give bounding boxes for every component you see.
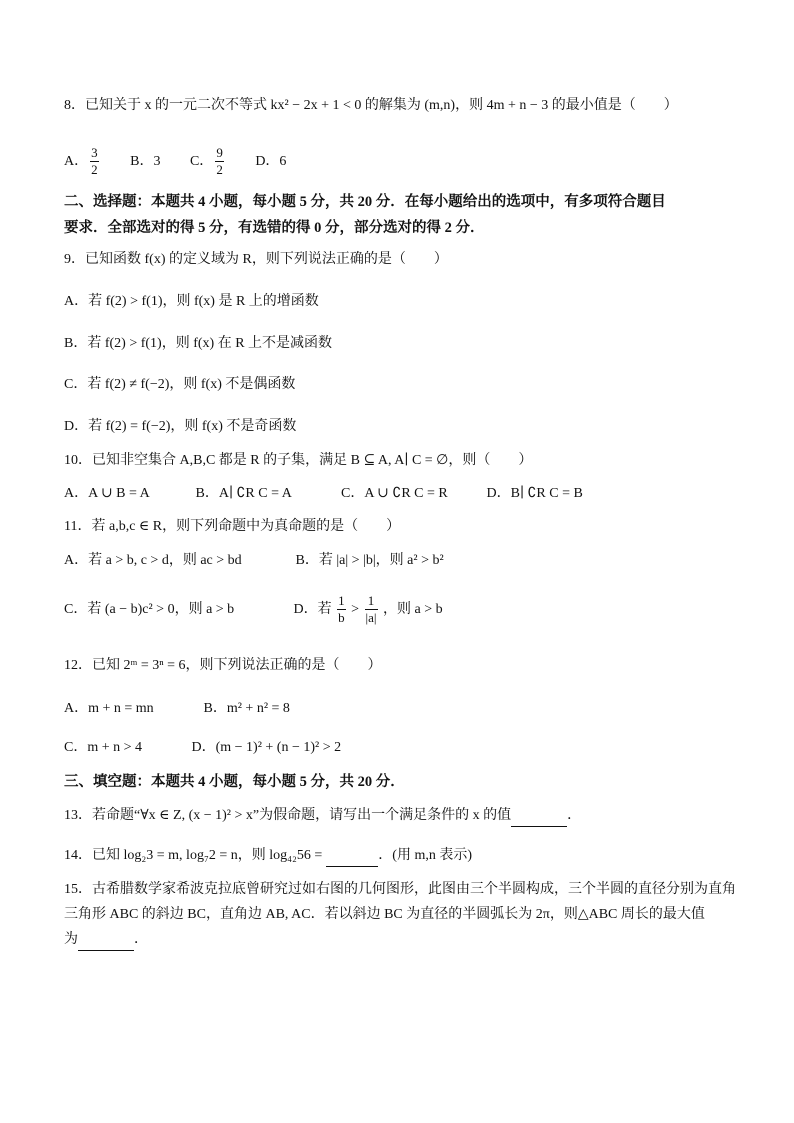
section2-heading-line1: 二、选择题：本题共 4 小题，每小题 5 分，共 20 分．在每小题给出的选项中，有多项符合题目: [64, 194, 666, 210]
section3-heading: 三、填空题：本题共 4 小题，每小题 5 分，共 20 分．: [64, 774, 405, 790]
q14: 14．已知 log₂3 = m, log₇2 = n，则 log₄₂56 = ．(用 m,n 表示): [64, 846, 472, 867]
fraction: $\frac{1}{|a|}$: [365, 593, 377, 626]
q9-option-b: B．若 f(2) > f(1)，则 f(x) 在 R 上不是减函数: [64, 336, 333, 351]
q11-options-cd: [64, 590, 443, 632]
answer-blank[interactable]: [326, 846, 378, 867]
q12-option-d: D．(m − 1)² + (n − 1)² > 2: [191, 740, 342, 755]
q8-options: [64, 142, 286, 182]
fraction: $\frac{3}{2}$: [91, 145, 98, 178]
q10-option-c: C．A ∪ ∁R C = R: [341, 486, 448, 501]
q10-options: [64, 484, 583, 504]
q9-option-d: D．若 f(2) = f(−2)，则 f(x) 不是奇函数: [64, 419, 297, 434]
section2-heading-line2: 要求．全部选对的得 5 分，有选错的得 0 分，部分选对的得 2 分．: [64, 220, 485, 236]
fraction: $\frac{1}{b}$: [338, 593, 345, 626]
q8-option-b: B．3: [130, 154, 161, 169]
q9-stem: 9．已知函数 f(x) 的定义域为 R，则下列说法正确的是（ ）: [64, 252, 448, 267]
q12-options-ab: [64, 699, 290, 719]
q9-option-a: A．若 f(2) > f(1)，则 f(x) 是 R 上的增函数: [64, 294, 319, 309]
q12-option-b: B．m² + n² = 8: [203, 701, 290, 716]
q8-option-c: C． $\frac{9}{2}$: [189, 145, 223, 178]
answer-blank[interactable]: [78, 930, 134, 951]
q15-line1: 15．古希腊数学家希波克拉底曾研究过如右图的几何图形，此图由三个半圆构成，三个半圆的直径分别为直角: [64, 882, 736, 897]
q8-stem: 8．已知关于 x 的一元二次不等式 kx² − 2x + 1 < 0 的解集为 (m,n)，则 4m + n − 3 的最小值是（ ）: [64, 98, 678, 113]
q8-option-a: A． $\frac{3}{2}$: [64, 145, 98, 178]
fraction: $\frac{9}{2}$: [216, 145, 223, 178]
q10-option-b: B．A∣ ∁R C = A: [195, 486, 292, 501]
q10-option-d: D．B∣ ∁R C = B: [486, 486, 583, 501]
q11-stem: 11．若 a,b,c ∈ R，则下列命题中为真命题的是（ ）: [64, 519, 401, 534]
q10-stem: 10．已知非空集合 A,B,C 都是 R 的子集，满足 B ⊆ A, A∣ C = ∅，则（ ）: [64, 453, 533, 468]
q13: 13．若命题“∀x ∈ Z, (x − 1)² > x”为假命题，请写出一个满足条件的 x 的值 ．: [64, 806, 581, 827]
q12-option-c: C．m + n > 4: [64, 740, 143, 755]
q8-option-d: D．6: [255, 154, 287, 169]
q12-option-a: A．m + n = mn: [64, 701, 154, 716]
q12-stem: 12．已知 2ᵐ = 3ⁿ = 6，则下列说法正确的是（ ）: [64, 658, 382, 673]
q11-option-c: C．若 (a − b)c² > 0，则 a > b: [64, 602, 235, 617]
q11-option-a: A．若 a > b, c > d，则 ac > bd: [64, 553, 242, 568]
q10-option-a: A．A ∪ B = A: [64, 486, 150, 501]
q11-option-b: B．若 |a| > |b|，则 a² > b²: [295, 553, 444, 568]
q15-line2: 三角形 ABC 的斜边 BC，直角边 AB, AC．若以斜边 BC 为直径的半圆弧长为 2π，则△ABC 周长的最大值: [64, 907, 705, 922]
q11-options-ab: [64, 551, 444, 571]
q9-option-c: C．若 f(2) ≠ f(−2)，则 f(x) 不是偶函数: [64, 377, 296, 392]
q11-option-d: D．若 $\frac{1}{b}$ > $\frac{1}{|a|}$ ，则 a > b: [293, 593, 443, 626]
q12-options-cd: [64, 738, 341, 758]
answer-blank[interactable]: [511, 806, 567, 827]
q15-line3: 为 ．: [64, 930, 148, 951]
